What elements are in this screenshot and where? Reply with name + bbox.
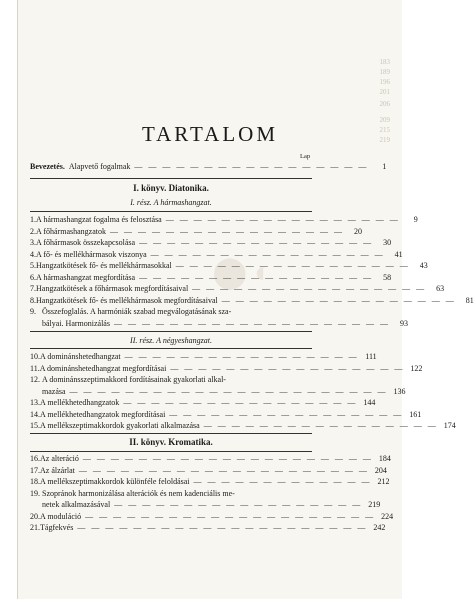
toc-entry (30, 465, 387, 476)
toc-entry (30, 260, 428, 271)
toc-entry-page: 41 (394, 249, 403, 259)
toc-entry-title: Hangzatkötések a főhármasok megfordításaival (36, 284, 189, 293)
toc-leader: — — — — — — — — — — — — — — — — — — — — — (82, 454, 373, 463)
toc-leader: — — — — — — — — — — — — — — — — — (221, 295, 456, 305)
toc-entry (30, 488, 312, 499)
toc-entry-number: 19. (30, 488, 40, 498)
toc-entry-number: 20. (30, 511, 40, 521)
toc-entry-title: A mellékhetedhangzatok (40, 398, 120, 407)
toc-leader: — — — — — — — — — — — — — — — — — (123, 398, 358, 407)
toc-entry-page: 9 (413, 215, 418, 224)
toc-entry-page: 93 (399, 318, 408, 328)
toc-entry-title: A mellékhetedhangzatok megfordításai (40, 409, 166, 419)
toc-entry-number: 6. (30, 272, 36, 282)
toc-entry-number: 14. (30, 409, 40, 419)
toc-entry-page: 122 (410, 363, 423, 373)
toc-entry (30, 363, 423, 374)
ghost-number: 209 (379, 116, 390, 124)
toc-leader: — — — — — — — — — — — — — — — — — — (114, 500, 363, 509)
toc-entry-number: 16. (30, 454, 40, 463)
toc-entry-label: Bevezetés. (30, 162, 65, 171)
toc-entry-page: 184 (378, 454, 391, 463)
toc-entry-number: 5. (30, 261, 36, 270)
toc-entry-continuation (30, 318, 408, 329)
toc-leader: — — — — — — — — — — — — — — — — — (175, 261, 410, 270)
toc-entry-title: Tágfekvés (40, 523, 74, 532)
toc-entry-number: 12. (30, 375, 40, 384)
toc-entry-number: 9. (30, 307, 36, 316)
library-watermark: ⬤ ◐ (213, 256, 273, 289)
toc-entry-number: 21. (30, 523, 40, 532)
toc-entry-title: bályai. Harmonizálás (42, 318, 110, 328)
toc-leader: — — — — — — — — — — — — — — — — — (170, 363, 405, 373)
toc-leader: — — — — — — — — — — — — — — — — — — — — — (85, 511, 376, 521)
part-heading: I. rész. A hármashangzat. (130, 198, 212, 207)
toc-entry (30, 237, 392, 248)
toc-entry-title: A hármashangzat megfordítása (36, 272, 136, 282)
toc-entry (30, 453, 391, 464)
section-divider (30, 451, 312, 452)
toc-entry-title: A dominánshetedhangzat (40, 352, 121, 361)
toc-entry-page: 204 (374, 465, 387, 475)
toc-entry-title: mazása (42, 386, 66, 396)
toc-entry-page: 30 (383, 238, 392, 247)
toc-entry (30, 295, 474, 306)
toc-leader: — — — — — — — — — — — — — — — — — (203, 421, 438, 430)
toc-entry-number: 18. (30, 477, 40, 486)
toc-entry (30, 214, 418, 225)
toc-entry-page: 161 (409, 409, 422, 419)
ghost-number: 196 (379, 78, 390, 86)
section-divider (30, 178, 312, 179)
toc-entry-page: 144 (363, 398, 376, 407)
toc-entry-continuation (30, 386, 406, 397)
toc-entry-title: A dominánshetedhangzat megfordításai (39, 363, 167, 373)
toc-entry (30, 420, 456, 431)
section-divider (30, 331, 312, 332)
book-page (17, 0, 474, 599)
toc-leader: — — — — — — — — — — — — — — — — — (124, 352, 359, 361)
toc-entry-page: 136 (393, 386, 406, 396)
toc-entry-number: 11. (30, 363, 40, 373)
toc-entry-page: 212 (377, 477, 390, 486)
toc-entry (30, 374, 312, 385)
toc-entry (30, 283, 445, 294)
toc-entry-title: Az álzárlat (40, 465, 75, 475)
toc-entry-title: Hangzatkötések fő- és mellékhármasokkal (36, 261, 172, 270)
toc-entry-number: 1. (30, 215, 36, 224)
toc-entry-page: 43 (419, 261, 428, 270)
toc-entry (30, 476, 390, 487)
ghost-number: 189 (379, 68, 390, 76)
toc-entry (30, 226, 362, 237)
toc-entry (30, 351, 377, 362)
toc-entry-number: 17. (30, 465, 40, 475)
toc-leader: — — — — — — — — — — — — — — — — — (139, 238, 374, 247)
toc-entry-title: A fő- és mellékhármasok viszonya (36, 249, 147, 259)
toc-entry (30, 249, 403, 260)
toc-entry (30, 511, 394, 522)
toc-leader: — — — — — — — — — — — — — — — — — (109, 226, 344, 236)
book-heading: II. könyv. Kromatika. (129, 437, 213, 447)
part-heading: II. rész. A négyeshangzat. (130, 336, 212, 345)
page-title: TARTALOM (141, 122, 279, 146)
toc-entry-title: A mellékszeptimakkordok különféle feloldásai (40, 477, 190, 486)
toc-entry (30, 397, 376, 408)
toc-entry-number: 13. (30, 398, 40, 407)
section-divider (30, 348, 312, 349)
toc-entry-title: Összefoglalás. A harmóniák szabad megválogatásának sza- (42, 307, 232, 316)
section-divider (30, 211, 312, 212)
toc-entry-page: 111 (365, 352, 377, 361)
ghost-number: 183 (379, 58, 390, 66)
toc-leader: — — — — — — — — — — — — — — — — — — — — — — — (69, 386, 388, 396)
toc-entry (30, 522, 386, 533)
toc-leader: — — — — — — — — — — — — — — — — — (139, 272, 374, 282)
toc-entry-number: 15. (30, 421, 40, 430)
toc-entry-page: 63 (436, 284, 445, 293)
toc-entry-title: A hármashangzat fogalma és felosztása (36, 215, 162, 224)
toc-entry-title: Szopránok harmonizálása alterációk és nem kadenciális me- (42, 488, 235, 498)
toc-entry-title: A mellékszeptimakkordok gyakorlati alkalmazása (40, 421, 200, 430)
toc-entry-page: 174 (443, 421, 456, 430)
toc-leader: — — — — — — — — — — — — — — — — — (169, 409, 404, 419)
toc-entry-page: 1 (382, 162, 387, 171)
toc-leader: — — — — — — — — — — — — — — — — — — — — (113, 318, 390, 328)
toc-entry-title: A főhármashangzatok (36, 226, 106, 236)
toc-entry-number: 7. (30, 284, 36, 293)
toc-entry-page: 219 (368, 500, 381, 509)
toc-leader: — — — — — — — — — — — — — — — — — (192, 284, 427, 293)
ghost-number: 219 (379, 136, 390, 144)
toc-entry-page: 242 (373, 523, 386, 532)
toc-entry-title: A dominánsszeptimakkord fordításainak gyakorlati alkal- (42, 375, 226, 384)
toc-entry-title: A moduláció (40, 511, 82, 521)
toc-entry-title: Alapvető fogalmak (68, 162, 131, 171)
toc-entry-page: 224 (381, 511, 394, 521)
toc-entry-number: 3. (30, 238, 36, 247)
toc-leader: — — — — — — — — — — — — — (193, 477, 372, 486)
toc-entry-title: A főhármasok összekapcsolása (36, 238, 136, 247)
book-heading: I. könyv. Diatonika. (133, 183, 209, 193)
toc-entry-number: 8. (30, 295, 36, 305)
ghost-number: 215 (379, 126, 390, 134)
toc-entry-page: 81 (465, 295, 474, 305)
page-column-label: Lap (300, 153, 311, 160)
toc-leader: — — — — — — — — — — — — — — — — — (150, 249, 385, 259)
toc-entry-continuation (30, 499, 381, 510)
toc-leader: — — — — — — — — — — — — — — — — — — — — — (78, 465, 369, 475)
toc-leader: — — — — — — — — — — — — — — — — — (165, 215, 400, 224)
toc-entry-title: Hangzatkötések fő- és mellékhármasok megfordításaival (36, 295, 218, 305)
toc-entry-page: 58 (383, 272, 392, 282)
toc-entry-number: 10. (30, 352, 40, 361)
toc-entry-intro (30, 161, 387, 172)
toc-entry-title: netek alkalmazásával (42, 500, 111, 509)
section-divider (30, 433, 312, 434)
toc-entry (30, 306, 312, 317)
ghost-number: 206 (379, 100, 390, 108)
ghost-number: 201 (379, 88, 390, 96)
toc-entry (30, 272, 392, 283)
toc-entry-number: 2. (30, 226, 36, 236)
toc-entry (30, 409, 422, 420)
toc-entry-number: 4. (30, 249, 36, 259)
toc-entry-title: Az alteráció (40, 454, 79, 463)
toc-entry-page: 20 (353, 226, 362, 236)
toc-leader: — — — — — — — — — — — — — — — — — — — — — (77, 523, 368, 532)
toc-leader: — — — — — — — — — — — — — — — — — (134, 162, 369, 171)
